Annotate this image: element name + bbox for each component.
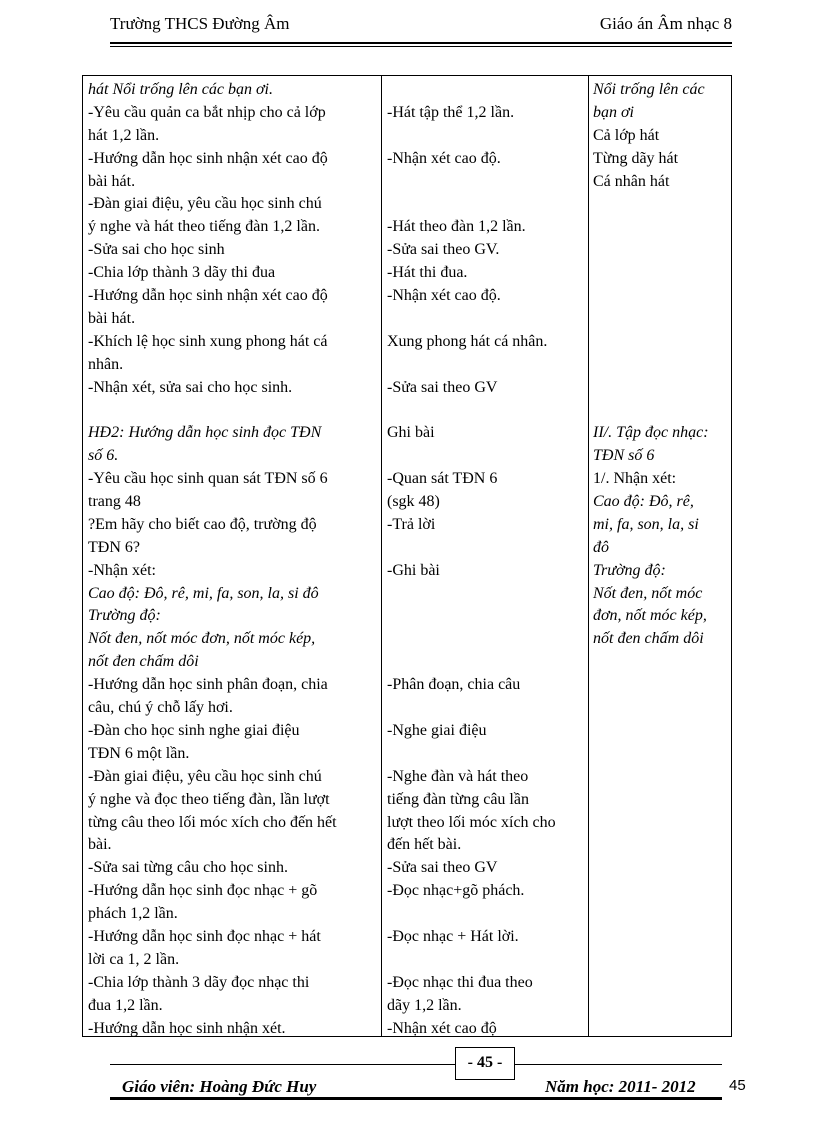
col3-line: TĐN số 6 [593,447,655,465]
col1-line: nhân. [88,355,124,373]
col2-line [387,743,583,766]
col1-line: HĐ2: Hướng dẫn học sinh đọc TĐN [88,424,322,442]
col2-line: -Sửa sai theo GV [387,859,498,877]
col2-line [387,79,583,102]
col1-line: -Khích lệ học sinh xung phong hát cá [88,332,328,350]
col2-line [387,171,583,194]
col2-line [387,537,583,560]
col2-line: -Hát thi đua. [387,264,468,282]
col2-line [387,354,583,377]
col1-line: TĐN 6 một lần. [88,744,190,762]
school-name: Trường THCS Đường Âm [110,14,290,33]
col1-line: hát Nổi trống lên các bạn ơi. [88,81,273,98]
footer-bar [110,1097,722,1100]
page-number: 45 [729,1077,746,1094]
col3-line: Cá nhân hát [593,172,670,190]
col1-line: Nốt đen, nốt móc đơn, nốt móc kép, [88,630,316,648]
col3-line: Cả lớp hát [593,126,660,144]
lesson-table [82,75,732,1037]
col1-line: -Đàn giai điệu, yêu cầu học sinh chú [88,195,322,213]
col3-line: Từng dãy hát [593,149,679,167]
col3-line: Cao độ: Đô, rê, [593,493,694,511]
col1-line: -Hướng dẫn học sinh đọc nhạc + gõ [88,882,318,900]
col1-line [88,399,380,422]
col1-line: -Hướng dẫn học sinh nhận xét cao độ [88,149,328,167]
col2-line [387,193,583,216]
col1-line: -Sửa sai từng câu cho học sinh. [88,859,288,877]
subject-title: Giáo án Âm nhạc 8 [599,14,732,33]
col1-line: -Hướng dẫn học sinh đọc nhạc + hát [88,927,321,945]
col2-line: -Nhận xét cao độ. [387,287,501,305]
col2-line [387,125,583,148]
col1-line: Cao độ: Đô, rê, mi, fa, son, la, si đô [88,584,319,602]
col1-line: ý nghe và hát theo tiếng đàn 1,2 lần. [88,218,320,236]
col2-line: đến hết bài. [387,836,462,854]
content-column [593,79,728,651]
col2-line: -Sửa sai theo GV [387,378,498,396]
col2-line [387,583,583,606]
col1-line: -Nhận xét, sửa sai cho học sinh. [88,378,293,396]
col3-line [593,285,728,308]
student-activity-column [387,79,583,1040]
col1-line: đua 1,2 lần. [88,996,163,1014]
col2-line: -Nghe đàn và hát theo [387,767,529,785]
col2-line: -Đọc nhạc+gõ phách. [387,882,525,900]
col3-line [593,331,728,354]
col2-line [387,399,583,422]
col3-line [593,308,728,331]
col2-line: Xung phong hát cá nhân. [387,332,548,350]
col1-line: -Chia lớp thành 3 dãy đọc nhạc thi [88,973,310,991]
col2-line: -Nhận xét cao độ [387,1019,497,1037]
col1-line: bài hát. [88,309,136,327]
col3-line: nốt đen chấm dôi [593,630,704,648]
col2-line [387,628,583,651]
col3-line: 1/. Nhận xét: [593,470,677,488]
col3-line [593,377,728,400]
col1-line: -Đàn cho học sinh nghe giai điệu [88,721,300,739]
col1-line: ý nghe và đọc theo tiếng đàn, lần lượt [88,790,330,808]
col3-line [593,193,728,216]
school-year: Năm học: 2011- 2012 [545,1077,696,1096]
col2-line: -Hát tập thể 1,2 lần. [387,103,515,121]
col3-line: Nốt đen, nốt móc [593,584,703,602]
col2-line: -Trả lời [387,515,436,533]
header-rule [110,42,732,44]
teacher-name: Giáo viên: Hoàng Đức Huy [122,1077,317,1096]
col3-line: Nổi trống lên các [593,81,705,98]
col2-line: -Ghi bài [387,561,440,579]
col2-line [387,697,583,720]
col1-line: -Chia lớp thành 3 dãy thi đua [88,264,276,282]
col1-line: TĐN 6? [88,538,140,556]
col3-line [593,354,728,377]
col1-line: -Hướng dẫn học sinh nhận xét cao độ [88,287,328,305]
col1-line: bài hát. [88,172,136,190]
footer-rule [110,1064,722,1065]
col1-line: hát 1,2 lần. [88,126,160,144]
col1-line: lời ca 1, 2 lần. [88,950,180,968]
col2-line [387,903,583,926]
col1-line: Trường độ: [88,607,161,625]
col2-line: -Nhận xét cao độ. [387,149,501,167]
col1-line: ?Em hãy cho biết cao độ, trường độ [88,515,317,533]
column-divider [381,76,382,1036]
col2-line [387,949,583,972]
col2-line [387,605,583,628]
col3-line [593,216,728,239]
col2-line: -Đọc nhạc + Hát lời. [387,927,519,945]
column-divider [588,76,589,1036]
col3-line: mi, fa, son, la, si [593,515,699,533]
col2-line: -Nghe giai điệu [387,721,487,739]
col2-line: -Phân đoạn, chia câu [387,676,521,694]
col2-line [387,308,583,331]
col3-line: đơn, nốt móc kép, [593,607,707,625]
col2-line: -Hát theo đàn 1,2 lần. [387,218,526,236]
col1-line: -Yêu cầu quản ca bắt nhịp cho cả lớp [88,103,326,121]
col3-line [593,239,728,262]
col1-line: -Hướng dẫn học sinh phân đoạn, chia [88,676,328,694]
col3-line: II/. Tập đọc nhạc: [593,424,709,442]
col1-line: bài. [88,836,112,854]
col2-line: (sgk 48) [387,493,440,511]
col1-line: -Sửa sai cho học sinh [88,241,225,259]
col1-line: trang 48 [88,493,141,511]
col1-line: số 6. [88,447,119,465]
col2-line: tiếng đàn từng câu lần [387,790,529,808]
teacher-activity-column [88,79,380,1040]
col3-line [593,262,728,285]
col2-line [387,445,583,468]
col1-line: -Nhận xét: [88,561,156,579]
col1-line: từng câu theo lối móc xích cho đến hết [88,813,337,831]
col2-line: dãy 1,2 lần. [387,996,462,1014]
col3-line: bạn ơi [593,103,634,121]
col2-line: -Quan sát TĐN 6 [387,470,498,488]
col2-line: lượt theo lối móc xích cho [387,813,556,831]
col3-line: Trường độ: [593,561,666,579]
col1-line: -Yêu cầu học sinh quan sát TĐN số 6 [88,470,328,488]
header-rule-thin [110,46,732,47]
page-header [110,14,732,40]
col1-line: nốt đen chấm dôi [88,653,199,671]
col3-line: đô [593,538,609,556]
col1-line: câu, chú ý chỗ lấy hơi. [88,699,233,717]
col2-line: -Đọc nhạc thi đua theo [387,973,533,991]
col2-line [387,651,583,674]
col3-line [593,399,728,422]
col1-line: -Đàn giai điệu, yêu cầu học sinh chú [88,767,322,785]
col2-line: Ghi bài [387,424,435,442]
col1-line: phách 1,2 lần. [88,905,178,923]
col1-line: -Hướng dẫn học sinh nhận xét. [88,1019,286,1037]
col2-line: -Sửa sai theo GV. [387,241,500,259]
page-number-box: - 45 - [455,1047,515,1080]
